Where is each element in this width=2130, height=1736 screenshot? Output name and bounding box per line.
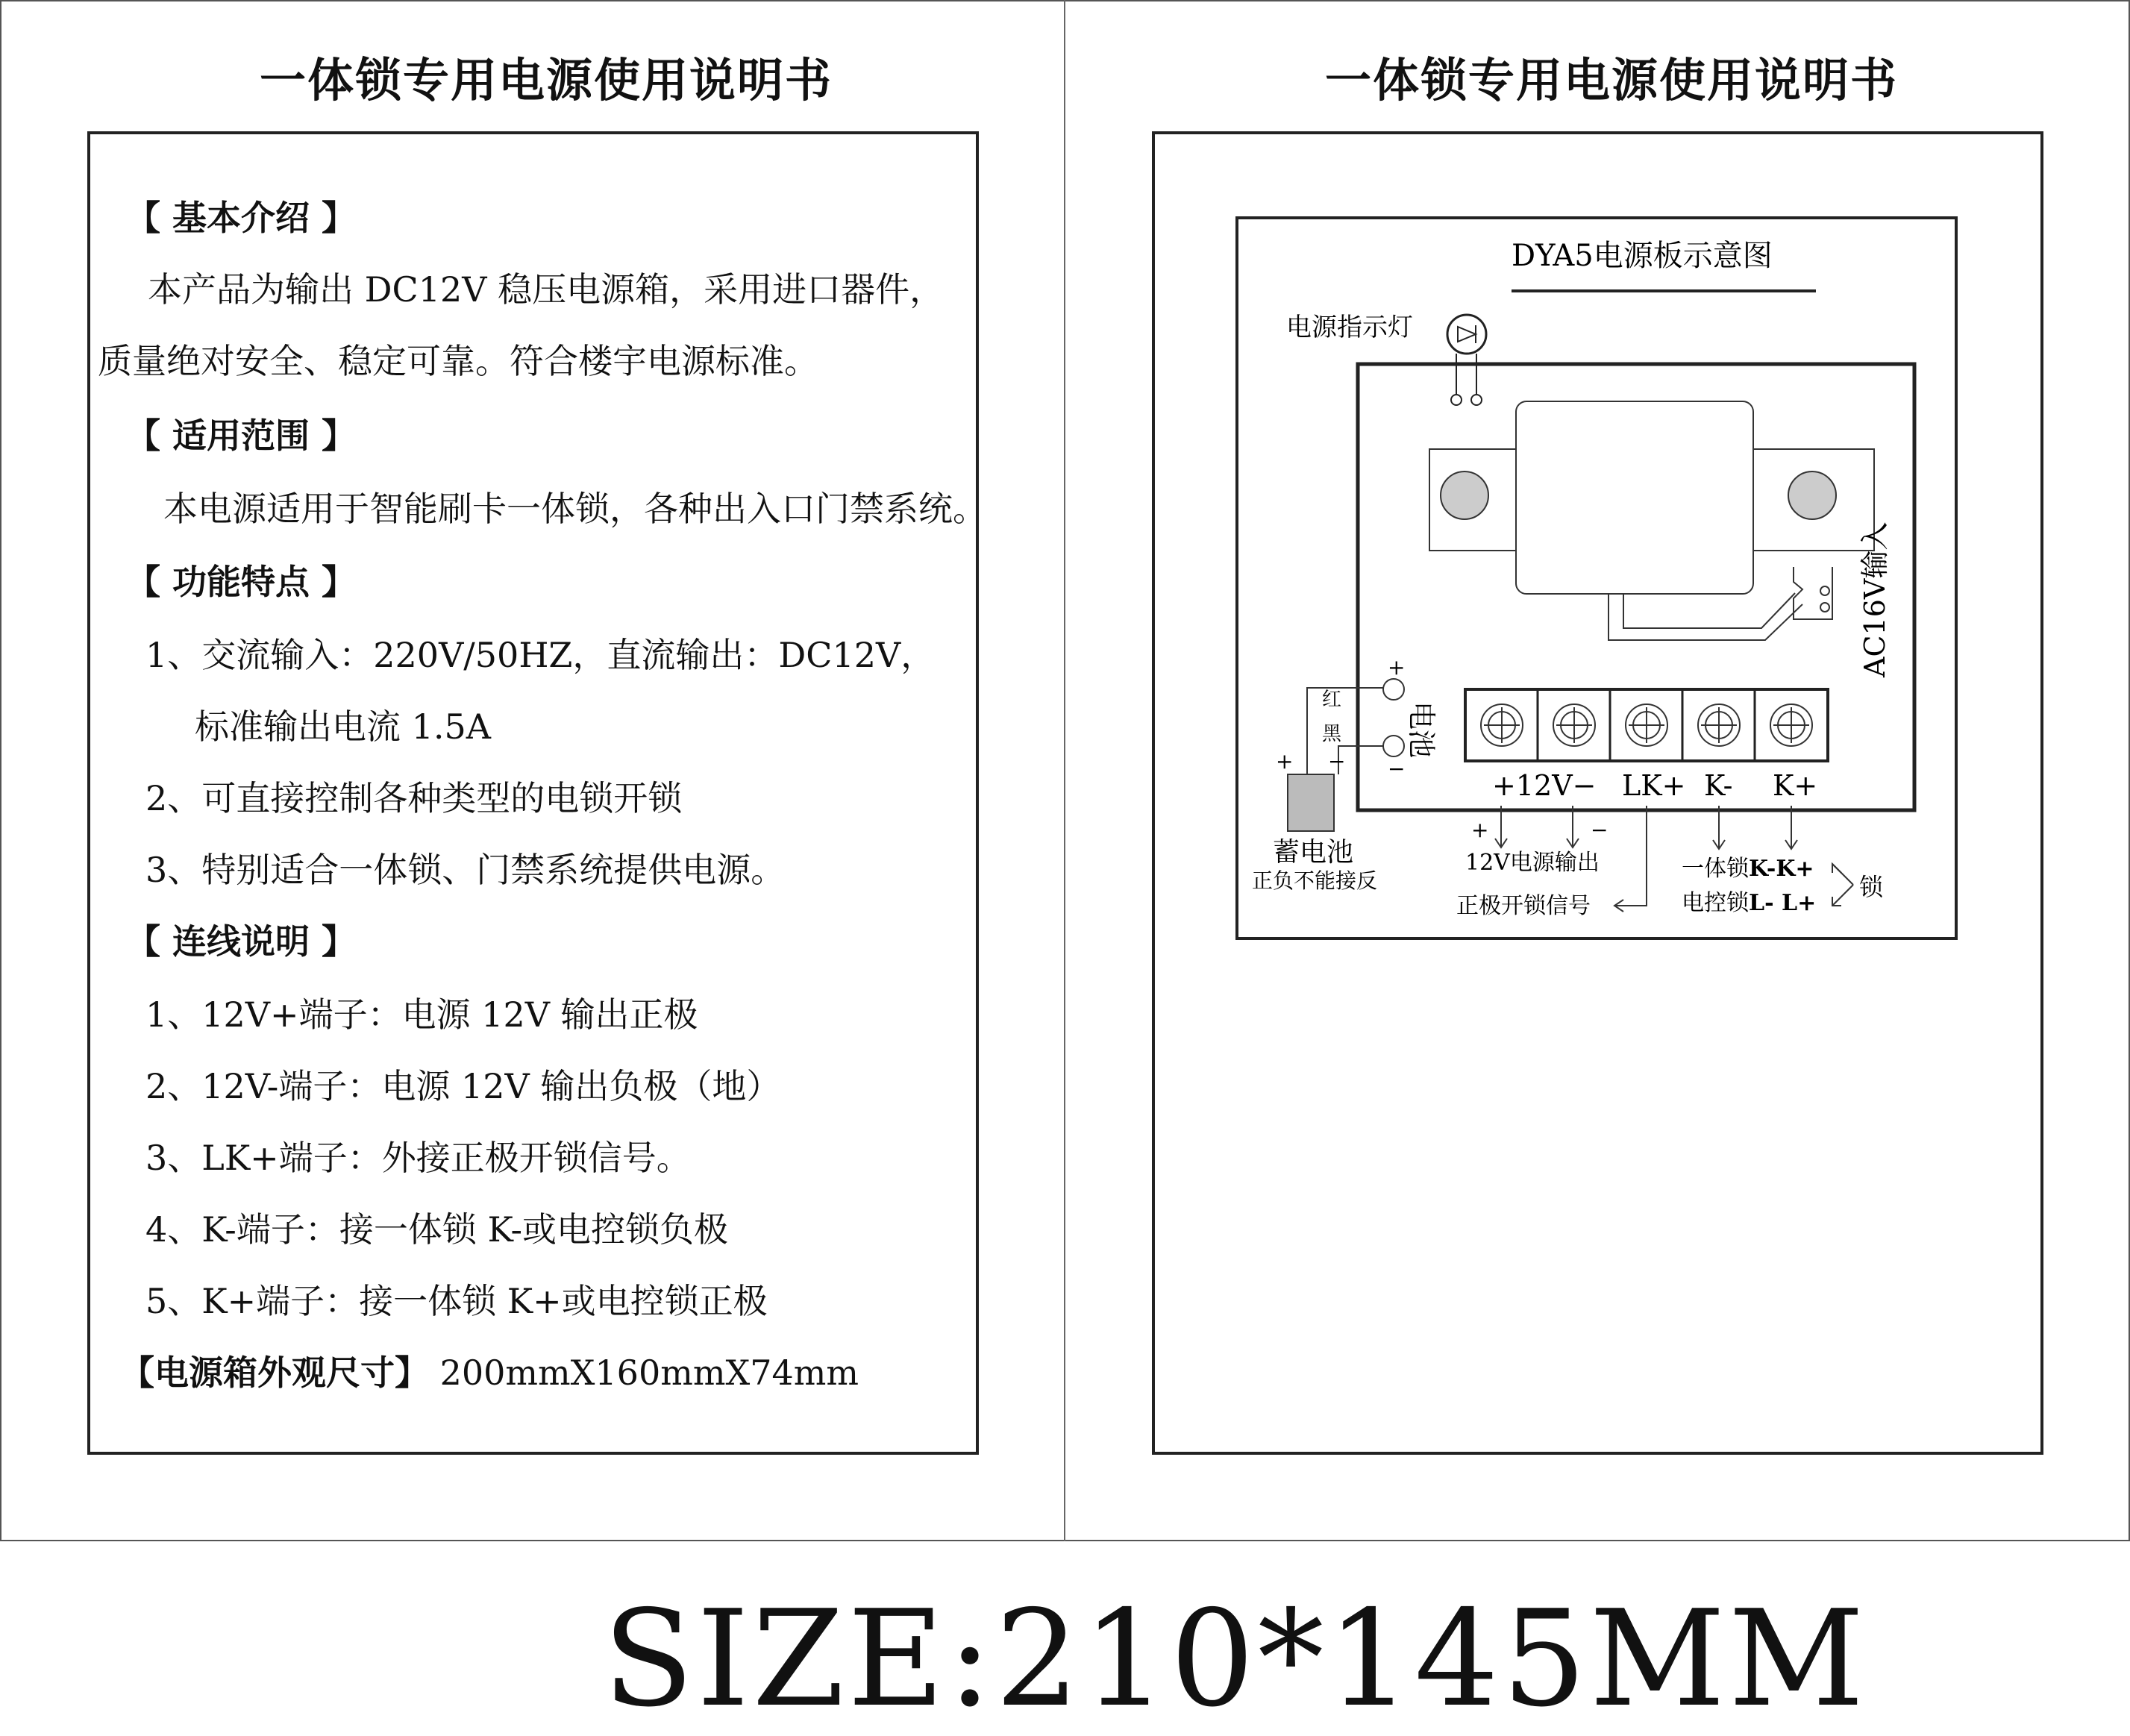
led-pin-2	[1471, 395, 1482, 405]
red-label: 红	[1322, 689, 1342, 711]
led-icon	[1447, 315, 1486, 354]
size-line	[120, 1346, 859, 1395]
wiring-1: 1、12V+端子：电源 12V 输出正极	[145, 994, 698, 1035]
left-page-title: 一体锁专用电源使用说明书	[260, 53, 833, 107]
intro-line-2: 质量绝对安全、稳定可靠。符合楼宇电源标准。	[98, 341, 818, 381]
power-board-diagram	[1235, 216, 1959, 947]
terminal-lk-label: LK+	[1622, 769, 1686, 802]
wiring-heading: 【 连线说明 】	[126, 921, 357, 962]
wiring-4: 4、K-端子：接一体锁 K-或电控锁负极	[145, 1209, 729, 1250]
battery-name: 蓄电池	[1273, 837, 1354, 868]
screw-terminal-1	[1481, 689, 1538, 761]
battery-positive-terminal	[1383, 679, 1404, 700]
unlock-signal-label: 正极开锁信号	[1456, 893, 1591, 919]
page-divider	[1064, 0, 1065, 1541]
battery-icon	[1288, 774, 1334, 831]
mount-hole-right	[1788, 471, 1836, 519]
wiring-3: 3、LK+端子：外接正极开锁信号。	[145, 1138, 691, 1178]
intro-heading: 【 基本介绍 】	[126, 198, 357, 238]
led-label: 电源指示灯	[1286, 313, 1413, 342]
right-page-title: 一体锁专用电源使用说明书	[1325, 53, 1899, 107]
output-plus-sign: +	[1471, 818, 1489, 842]
feature-2: 2、可直接控制各种类型的电锁开锁	[145, 778, 683, 818]
led-pin-1	[1451, 395, 1462, 405]
mount-hole-left	[1441, 471, 1488, 519]
terminal-12v-label: +12V−	[1492, 769, 1597, 802]
scope-line-1: 本电源适用于智能刷卡一体锁，各种出入口门禁系统。	[163, 489, 987, 529]
battery-minus-sign: −	[1388, 756, 1406, 781]
size-heading: 【电源箱外观尺寸】	[120, 1353, 429, 1393]
wiring-5: 5、K+端子：接一体锁 K+或电控锁正极	[145, 1281, 768, 1321]
wiring-2: 2、12V-端子：电源 12V 输出负极（地）	[145, 1066, 781, 1106]
screw-terminal-4	[1698, 689, 1755, 761]
left-content-box	[87, 131, 987, 1455]
screw-terminals	[1481, 689, 1812, 761]
screw-terminal-2	[1553, 689, 1610, 761]
transformer-body	[1516, 401, 1753, 594]
battery-note: 正负不能接反	[1252, 868, 1378, 893]
terminal-kminus-label: K-	[1704, 769, 1733, 802]
scope-heading: 【 适用范围 】	[126, 416, 357, 456]
screw-terminal-5	[1770, 704, 1812, 746]
feature-3: 3、特别适合一体锁、门禁系统提供电源。	[145, 850, 786, 890]
output-minus-sign: −	[1591, 818, 1609, 842]
features-heading: 【 功能特点 】	[126, 562, 357, 602]
feature-1a: 1、交流输入：220V/50HZ，直流输出：DC12V，	[145, 635, 936, 675]
terminal-kplus-label: K+	[1773, 769, 1818, 802]
lock-1-label: 一体锁K-K+	[1682, 856, 1814, 882]
ac-input-label: AC16V输入	[1858, 521, 1891, 677]
size-value: 200mmX160mmX74mm	[439, 1353, 859, 1393]
size-footer: SIZE:210*145MM	[603, 1582, 1867, 1736]
battery-label: 电池	[1405, 701, 1438, 759]
lock-label: 锁	[1859, 873, 1884, 901]
lock-2-label: 电控锁L- L+	[1682, 890, 1817, 916]
diagram-title: DYA5电源板示意图	[1512, 239, 1773, 273]
battery-box-plus: +	[1276, 749, 1294, 774]
battery-negative-terminal	[1383, 736, 1404, 756]
battery-plus-sign: +	[1388, 655, 1406, 680]
black-label: 黑	[1322, 723, 1342, 745]
feature-1b: 标准输出电流 1.5A	[195, 706, 491, 747]
output-label: 12V电源输出	[1465, 850, 1600, 876]
intro-line-1: 本产品为输出 DC12V 稳压电源箱，采用进口器件，	[148, 269, 945, 310]
screw-terminal-3	[1626, 689, 1682, 761]
battery-box-minus: −	[1328, 749, 1346, 774]
